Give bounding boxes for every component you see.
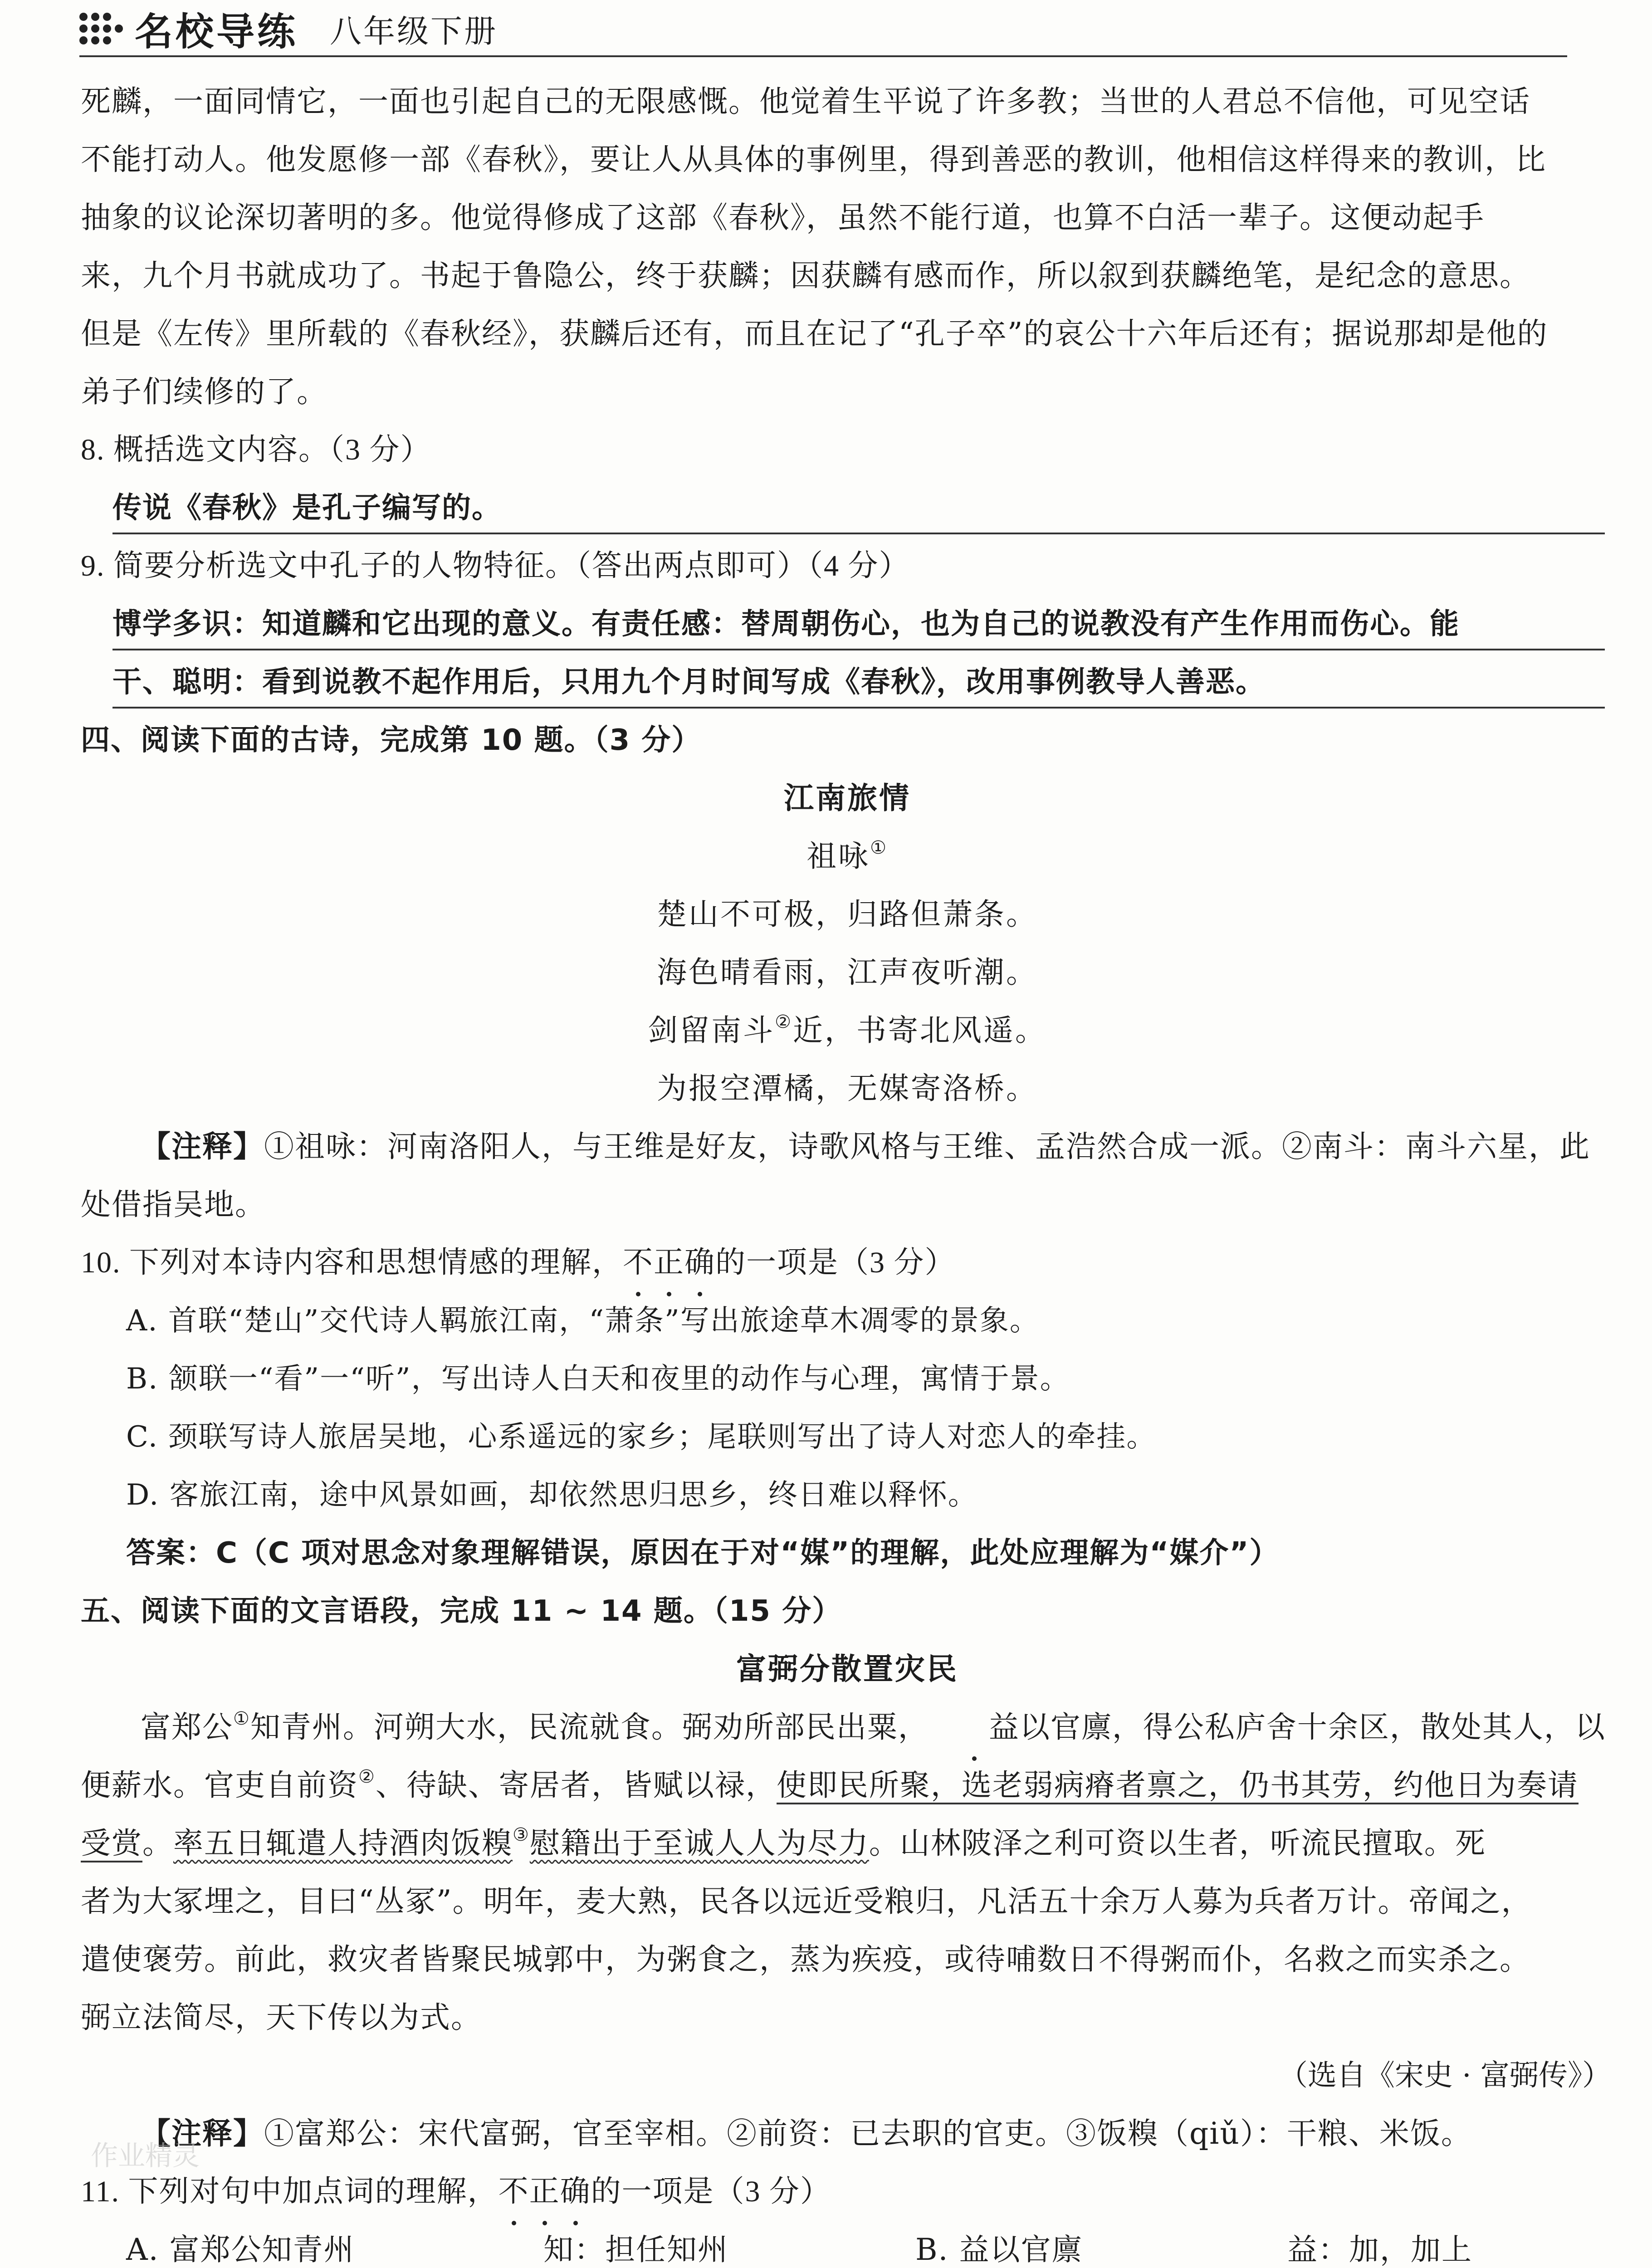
- emphasis-char: 正: [654, 1234, 684, 1292]
- poem-line: 海色晴看雨，江声夜听潮。: [657, 955, 1038, 990]
- question-8: 8. 概括选文内容。（3 分）: [81, 433, 431, 466]
- emphasis-char: 知: [262, 2221, 293, 2268]
- poem-line: 楚山不可极，归路但萧条。: [657, 897, 1038, 932]
- emphasis-char: 正: [529, 2163, 560, 2221]
- option-b-meaning: 益：加，加上: [1287, 2232, 1472, 2267]
- page-header: [79, 4, 498, 54]
- classical-line: 遣使褒劳。前此，救灾者皆聚民城郭中，为粥食之，蒸为疾疫，或待哺数日不得粥而仆，名救之而实杀之。: [81, 1942, 1530, 1977]
- footnote-marker: ②: [358, 1766, 376, 1787]
- poem-annotation-cont: 处借指吴地。: [81, 1187, 266, 1222]
- classical-annotation: 【注释】①富郑公：宋代富弼，官至宰相。②前资：已去职的官吏。③饭糗（qiǔ）：干粮、米饭。: [141, 2116, 1472, 2151]
- passage-line: 死麟，一面同情它，一面也引起自己的无限感慨。他觉着生平说了许多教；当世的人君总不信他，可见空话: [81, 84, 1530, 119]
- option-b: B. 益以官廪: [915, 2221, 1287, 2268]
- emphasis-char: 确: [684, 1234, 715, 1292]
- footnote-marker: ③: [513, 1824, 530, 1845]
- poem-author: 祖咏①: [806, 837, 888, 874]
- footnote-marker: ①: [233, 1708, 250, 1729]
- poem-line: 剑留南斗②近，书寄北风遥。: [648, 1012, 1047, 1048]
- passage-line: 来，九个月书就成功了。书起于鲁隐公，终于获麟；因获麟有感而作，所以叙到获麟绝笔，是纪念的意思。: [81, 258, 1530, 293]
- classical-line: 者为大冢埋之，目曰“丛冢”。明年，麦大熟，民各以远近受粮归，凡活五十余万人募为兵者万计。帝闻之，: [81, 1884, 1532, 1919]
- emphasis-char: 益: [929, 1698, 1020, 1756]
- question-11-options: [126, 2221, 1614, 2268]
- classical-line: 富郑公①知青州。河朔大水，民流就食。弼劝所部民出粟， 益以官廪，得公私庐舍十余区，散处其人，以: [81, 1698, 1614, 1756]
- classical-line: 弼立法简尽，天下传以为式。: [81, 2000, 482, 2035]
- page-body: [81, 73, 1614, 2268]
- passage-line: 不能打动人。他发愿修一部《春秋》，要让人从具体的事例里，得到善恶的教训，他相信这样得来的教训，比: [81, 142, 1546, 177]
- emphasis-char: 益: [959, 2221, 990, 2268]
- grade-label: 八年级下册: [330, 12, 498, 50]
- answer-9-line: 博学多识：知道麟和它出现的意义。有责任感：替周朝伤心，也为自己的说教没有产生作用而伤心。能: [112, 595, 1605, 653]
- dots-logo-icon: [79, 13, 123, 44]
- emphasis-char: 不: [499, 2163, 529, 2221]
- option-c: C. 颈联写诗人旅居吴地，心系遥远的家乡；尾联则写出了诗人对恋人的牵挂。: [126, 1420, 1157, 1454]
- footnote-marker: ①: [870, 837, 888, 858]
- answer-9-line: 干、聪明：看到说教不起作用后，只用九个月时间写成《春秋》，改用事例教导人善恶。: [112, 653, 1605, 711]
- passage-line: 但是《左传》里所载的《春秋经》，获麟后还有，而且在记了“孔子卒”的哀公十六年后还有；据说那却是他的: [81, 316, 1548, 351]
- underlined-sentence: 受赏: [81, 1826, 142, 1862]
- section-5-heading: 五、阅读下面的文言语段，完成 11 ~ 14 题。（15 分）: [81, 1594, 842, 1628]
- option-a: A. 首联“楚山”交代诗人羁旅江南，“萧条”写出旅途草木凋零的景象。: [126, 1304, 1040, 1338]
- emphasis-char: 确: [560, 2163, 591, 2221]
- option-a: A. 富郑公知青州: [126, 2221, 543, 2268]
- passage-line: 抽象的议论深切著明的多。他觉得修成了这部《春秋》，虽然不能行道，也算不白活一辈子。这便动起手: [81, 200, 1485, 235]
- question-10: 10. 下列对本诗内容和思想情感的理解，不正确的一项是（3 分）: [81, 1234, 1614, 1292]
- header-divider: [79, 55, 1567, 57]
- wavy-underlined-sentence: 率五日辄遣人持酒肉饭糗: [173, 1826, 513, 1861]
- question-9: 9. 简要分析选文中孔子的人物特征。（答出两点即可）（4 分）: [81, 549, 910, 582]
- question-11: 11. 下列对句中加点词的理解，不正确的一项是（3 分）: [81, 2163, 1614, 2221]
- passage-line: 弟子们续修的了。: [81, 374, 327, 409]
- footnote-marker: ②: [775, 1012, 793, 1032]
- classical-line: 受赏。率五日辄遣人持酒肉饭糗③慰籍出于至诚人人为尽力。山林陂泽之利可资以生者，听流民擅取。死: [81, 1814, 1614, 1872]
- answer-8: 传说《春秋》是孔子编写的。: [112, 479, 1605, 537]
- option-a-meaning: 知：担任知州: [543, 2232, 728, 2267]
- underlined-sentence: 使即民所聚，选老弱病瘠者禀之，仍书其劳，约他日为奏请: [777, 1768, 1579, 1804]
- wavy-underlined-sentence: 慰籍出于至诚人人为尽力: [529, 1826, 869, 1861]
- emphasis-char: 不: [623, 1234, 654, 1292]
- answer-10: 答案：C（C 项对思念对象理解错误，原因在于对“媒”的理解，此处应理解为“媒介”）: [126, 1536, 1280, 1570]
- poem-line: 为报空潭橘，无媒寄洛桥。: [657, 1071, 1038, 1106]
- classical-line: 便薪水。官吏自前资②、待缺、寄居者，皆赋以禄，使即民所聚，选老弱病瘠者禀之，仍书其劳，约他日为奏请: [81, 1756, 1614, 1814]
- poem-annotation: 【注释】①祖咏：河南洛阳人，与王维是好友，诗歌风格与王维、孟浩然合成一派。②南斗：南斗六星，此: [141, 1129, 1590, 1164]
- option-b: B. 颔联一“看”一“听”，写出诗人白天和夜里的动作与心理，寓情于景。: [126, 1362, 1070, 1396]
- watermark: 作业精灵: [91, 2140, 200, 2172]
- brand-title: 名校导练: [135, 9, 298, 54]
- option-d: D. 客旅江南，途中风景如画，却依然思归思乡，终日难以释怀。: [126, 1478, 978, 1512]
- section-4-heading: 四、阅读下面的古诗，完成第 10 题。（3 分）: [81, 723, 702, 757]
- source-citation: （选自《宋史 · 富弼传》）: [1278, 2059, 1611, 2092]
- classical-title: 富弼分散置灾民: [736, 1652, 958, 1686]
- poem-title: 江南旅情: [784, 781, 911, 816]
